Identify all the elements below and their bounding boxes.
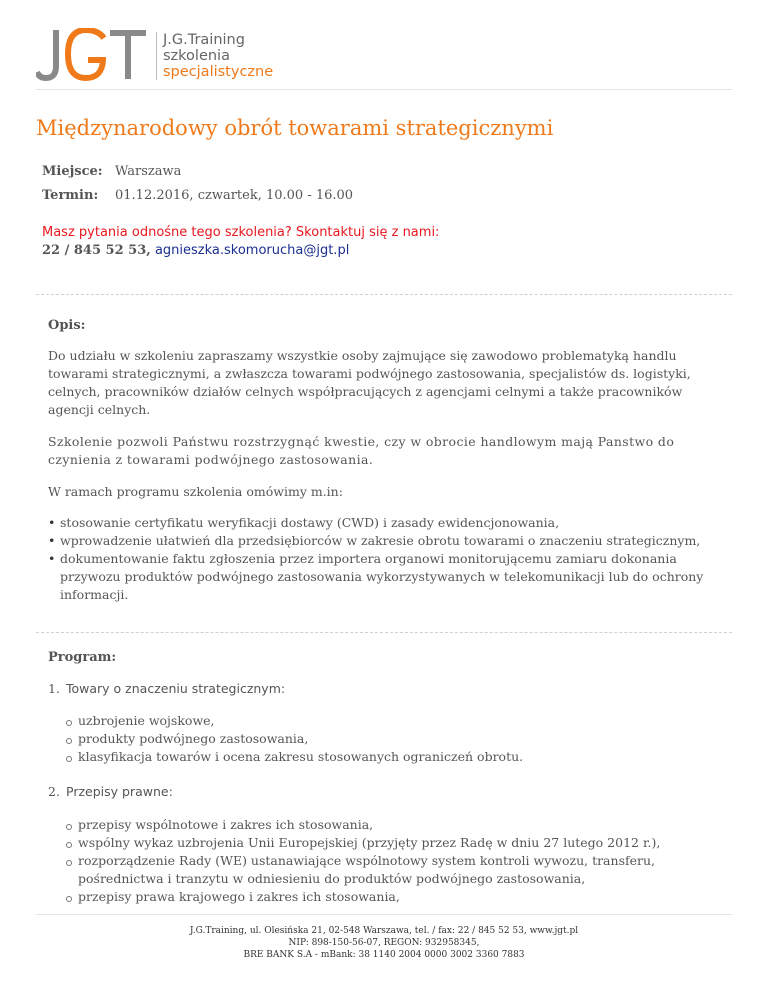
program-section-heading — [48, 783, 173, 801]
footer-address: J.G.Training, ul. Olesińska 21, 02-548 Warszawa, tel. / fax: 22 / 845 52 53, www.jgt.pl — [189, 926, 579, 936]
footer — [0, 925, 768, 961]
contact-phone[interactable]: 22 / 845 52 53 — [42, 243, 147, 258]
contact-block — [42, 224, 439, 260]
logo-line-specialist: specjalistyczne — [163, 64, 274, 80]
header — [36, 28, 736, 88]
course-meta — [42, 163, 353, 211]
logo-line-company: J.G.Training — [163, 32, 245, 48]
description-title: Opis: — [48, 318, 86, 333]
contact-email-link[interactable]: agnieszka.skomorucha@jgt.pl — [154, 243, 350, 258]
list-item: przepisy prawa krajowego i zakres ich stosowania, — [66, 888, 716, 906]
footer-divider — [36, 914, 732, 915]
program-section-heading — [48, 680, 285, 698]
program-title: Program: — [48, 650, 117, 665]
footer-bank: BRE BANK S.A - mBank: 38 1140 2004 0000 3002 3360 7883 — [243, 950, 525, 960]
section-number: 2. — [48, 784, 60, 799]
logo-line-training: szkolenia — [163, 48, 230, 64]
program-section-items — [66, 816, 716, 906]
section-divider — [36, 294, 732, 295]
date-label: Termin: — [42, 188, 99, 203]
jgt-logo-mark — [36, 28, 148, 82]
description-bullets — [48, 514, 724, 604]
list-item: przepisy wspólnotowe i zakres ich stosowania, — [66, 816, 716, 834]
contact-question: Masz pytania odnośne tego szkolenia? Skontaktuj się z nami: — [42, 225, 440, 240]
section-number: 1. — [48, 681, 60, 696]
list-item: • wprowadzenie ułatwień dla przedsiębiorców w zakresie obrotu towarami o znaczeniu strategicznym, — [48, 532, 724, 550]
logo-text — [163, 32, 273, 80]
meta-place — [42, 163, 353, 187]
header-divider — [36, 89, 732, 90]
list-item: • dokumentowanie faktu zgłoszenia przez importera organowi monitorującemu zamiaru dokonania przywozu produktów podwójnego zastosowania wykorzystywanych w telekomunikacji lub do ochrony informacji. — [48, 550, 724, 604]
list-item: rozporządzenie Rady (WE) ustanawiające wspólnotowy system kontroli wywozu, transferu, pośrednictwa i tranzytu w odniesieniu do produktów podwójnego zastosowania, — [66, 852, 716, 888]
list-item: wspólny wykaz uzbrojenia Unii Europejskiej (przyjęty przez Radę w dniu 27 lutego 2012 r.), — [66, 834, 716, 852]
date-value: 01.12.2016, czwartek, 10.00 - 16.00 — [115, 188, 354, 203]
list-item: • stosowanie certyfikatu weryfikacji dostawy (CWD) i zasady ewidencjonowania, — [48, 514, 724, 532]
list-item: produkty podwójnego zastosowania, — [66, 730, 716, 748]
program-section-items — [66, 712, 716, 766]
description-paragraph: Do udziału w szkoleniu zapraszamy wszystkie osoby zajmujące się zawodowo problematyką handlu towarami strategicznymi, a zwłaszcza towarami podwójnego zastosowania, specjalistów ds. logistyki, celnych, pracowników działów celnych współpracujących z agencjami celnymi a także pracowników agencji celnych. — [48, 348, 691, 417]
place-value: Warszawa — [115, 164, 182, 179]
section-heading-text: Przepisy prawne: — [66, 784, 173, 799]
footer-tax-ids: NIP: 898-150-56-07, REGON: 932958345, — [288, 938, 480, 948]
section-divider — [36, 632, 732, 633]
page-title: Międzynarodowy obrót towarami strategicznymi — [36, 116, 554, 140]
list-item: klasyfikacja towarów i ocena zakresu stosowanych ograniczeń obrotu. — [66, 748, 716, 766]
list-item: uzbrojenie wojskowe, — [66, 712, 716, 730]
description-paragraph: W ramach programu szkolenia omówimy m.in: — [48, 484, 343, 499]
section-heading-text: Towary o znaczeniu strategicznym: — [66, 681, 286, 696]
place-label: Miejsce: — [42, 164, 103, 179]
contact-separator: , — [146, 243, 151, 258]
description-paragraph: Szkolenie pozwoli Państwu rozstrzygnąć kwestie, czy w obrocie handlowym mają Panstwo do czynienia z towarami podwójnego zastosowania. — [48, 434, 675, 467]
meta-date — [42, 187, 353, 211]
contact-details — [42, 242, 439, 260]
logo-separator — [156, 32, 157, 80]
